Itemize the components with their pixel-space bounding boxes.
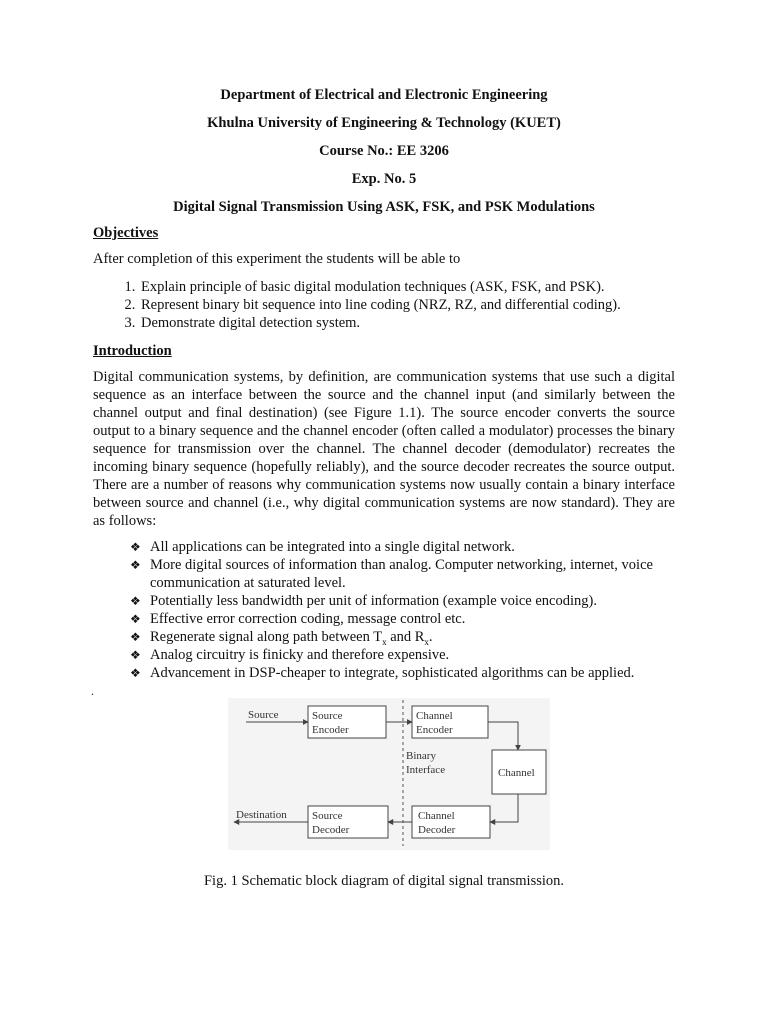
list-item: ❖ Analog circuitry is finicky and therefore expensive.	[130, 647, 450, 663]
objectives-list	[93, 278, 675, 332]
diamond-bullet-icon: ❖	[130, 558, 141, 572]
objectives-heading: Objectives	[93, 225, 159, 241]
source-decoder-line1: Source	[312, 810, 343, 822]
block-diagram	[228, 698, 550, 850]
figure-caption: Fig. 1 Schematic block diagram of digital signal transmission.	[203, 873, 565, 889]
objective-item: 1. Explain principle of basic digital modulation techniques (ASK, FSK, and PSK).	[139, 278, 675, 296]
binary-interface-line2: Interface	[406, 764, 446, 776]
diamond-bullet-icon: ❖	[130, 540, 141, 554]
list-item: ❖ All applications can be integrated into a single digital network.	[130, 539, 515, 555]
binary-interface-line1: Binary	[406, 750, 436, 762]
list-item: ❖ More digital sources of information than analog. Computer networking, internet, voice communication at saturated level.	[130, 557, 653, 591]
source-encoder-line1: Source	[312, 710, 343, 722]
diamond-bullet-icon: ❖	[130, 594, 141, 608]
source-encoder-line2: Encoder	[312, 724, 349, 736]
stray-dot: .	[91, 684, 94, 698]
destination-label: Destination	[236, 809, 287, 821]
department-heading: Department of Electrical and Electronic Engineering	[220, 87, 548, 103]
experiment-number: Exp. No. 5	[351, 171, 417, 187]
channel-decoder-line1: Channel	[418, 810, 455, 822]
block-diagram-figure	[228, 698, 550, 850]
experiment-title: Digital Signal Transmission Using ASK, FSK, and PSK Modulations	[173, 199, 595, 215]
diamond-bullet-icon: ❖	[130, 630, 141, 644]
list-item: ❖ Advancement in DSP-cheaper to integrate, sophisticated algorithms can be applied.	[130, 665, 635, 681]
list-item: ❖ Potentially less bandwidth per unit of information (example voice encoding).	[130, 593, 597, 609]
introduction-paragraph: Digital communication systems, by definition, are communication systems that use such a digital sequence as an interface between the source and the channel input (and similarly between the channel output and final destination) (see Figure 1.1). The source encoder converts the source output to a binary sequence and the channel encoder (often called a modulator) processes the binary sequence for transmission over the channel. The channel decoder (demodulator) recreates the incoming binary sequence (hopefully reliably), and the source decoder recreates the source output. There are a number of reasons why communication systems now usually contain a binary interface between source and channel (i.e., why digital communication systems are now standard). They are as follows:	[93, 369, 675, 529]
diamond-bullet-icon: ❖	[130, 666, 141, 680]
document-page	[93, 86, 675, 686]
diamond-bullet-icon: ❖	[130, 648, 141, 662]
objective-item: 3. Demonstrate digital detection system.	[139, 314, 675, 332]
objectives-intro: After completion of this experiment the students will be able to	[93, 251, 461, 267]
diamond-bullet-icon: ❖	[130, 612, 141, 626]
channel-encoder-line1: Channel	[416, 710, 453, 722]
channel-encoder-line2: Encoder	[416, 724, 453, 736]
reasons-list	[93, 538, 675, 682]
source-decoder-line2: Decoder	[312, 824, 350, 836]
list-item: ❖ Regenerate signal along path between $T_x$ and $R_x$.	[130, 629, 433, 647]
channel-decoder-line2: Decoder	[418, 824, 456, 836]
objective-item: 2. Represent binary bit sequence into line coding (NRZ, RZ, and differential coding).	[139, 296, 675, 314]
list-item: ❖ Effective error correction coding, message control etc.	[130, 611, 466, 627]
channel-label: Channel	[498, 767, 535, 779]
university-heading: Khulna University of Engineering & Technology (KUET)	[207, 115, 561, 131]
source-label: Source	[248, 709, 279, 721]
course-number: Course No.: EE 3206	[319, 143, 449, 159]
introduction-heading: Introduction	[93, 343, 172, 359]
